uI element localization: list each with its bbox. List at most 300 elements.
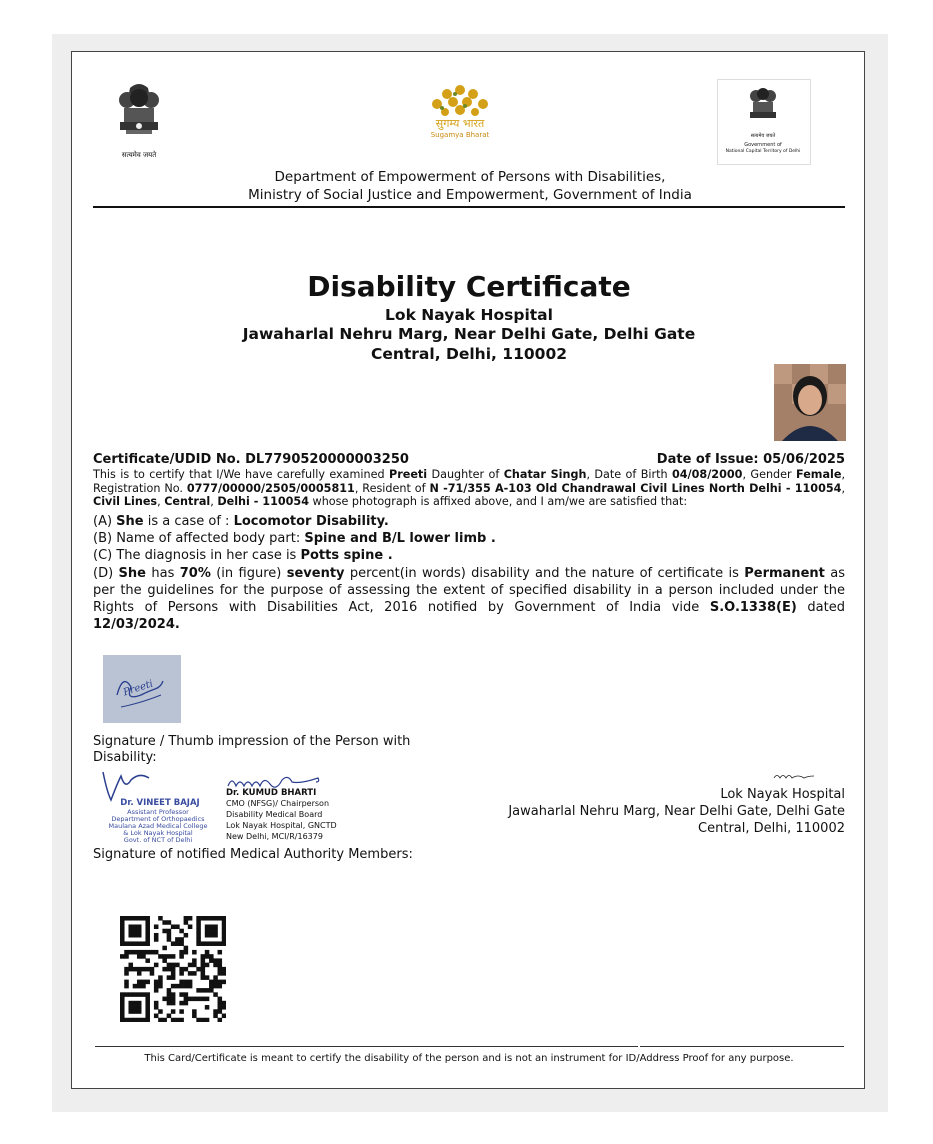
qr-module xyxy=(222,941,226,946)
qr-module xyxy=(222,1005,226,1010)
qr-module xyxy=(145,937,150,942)
qr-module xyxy=(171,1001,176,1006)
qr-module xyxy=(218,950,223,955)
qr-module xyxy=(133,1001,138,1006)
qr-module xyxy=(145,950,150,955)
qr-module xyxy=(201,997,206,1002)
qr-module xyxy=(137,916,142,921)
qr-module xyxy=(184,992,189,997)
qr-module xyxy=(213,975,218,980)
disability-percent: 70% xyxy=(179,566,211,581)
clause-a-text: is a case of : xyxy=(143,514,234,529)
qr-module xyxy=(218,1009,223,1014)
hospital-address-1: Jawaharlal Nehru Marg, Near Delhi Gate, Delhi Gate xyxy=(242,325,696,343)
qr-module xyxy=(213,980,218,985)
qr-module xyxy=(158,1009,163,1014)
qr-module xyxy=(120,1014,125,1019)
qr-module xyxy=(205,954,210,959)
qr-module xyxy=(218,997,223,1002)
qr-module xyxy=(175,941,180,946)
clause-d-dated: dated xyxy=(796,600,846,615)
qr-module xyxy=(184,933,189,938)
qr-module xyxy=(128,963,133,968)
body-text-4: , Gender xyxy=(742,468,797,481)
stamp1-line-5: Govt. of NCT of Delhi xyxy=(123,836,193,844)
qr-code[interactable] xyxy=(120,916,226,1022)
qr-module xyxy=(124,967,129,972)
notification-date: 12/03/2024. xyxy=(93,617,180,632)
qr-module xyxy=(162,997,167,1002)
applicant-photo xyxy=(774,364,846,441)
qr-module xyxy=(222,933,226,938)
qr-module xyxy=(209,954,214,959)
qr-module xyxy=(213,958,218,963)
qr-module xyxy=(124,980,129,985)
body-text-7: , xyxy=(841,481,845,495)
qr-module xyxy=(209,980,214,985)
delhi-logo-caption-2: National Capital Territory of Delhi xyxy=(725,149,801,154)
gender: Female xyxy=(796,468,842,481)
qr-module xyxy=(218,984,223,989)
qr-module xyxy=(201,988,206,993)
qr-module xyxy=(188,924,193,929)
qr-module xyxy=(222,967,226,972)
qr-module xyxy=(154,1005,159,1010)
notification-number: S.O.1338(E) xyxy=(709,600,797,615)
qr-module xyxy=(179,967,184,972)
qr-module xyxy=(179,1001,184,1006)
qr-module xyxy=(184,980,189,985)
qr-module xyxy=(133,967,138,972)
hospital-address-2: Central, Delhi, 110002 xyxy=(370,345,568,363)
clause-b xyxy=(93,530,845,547)
delhi-emblem-icon xyxy=(744,84,782,128)
qr-module xyxy=(213,924,218,929)
qr-module xyxy=(128,950,133,955)
qr-module xyxy=(128,916,133,921)
qr-module xyxy=(213,963,218,968)
qr-module xyxy=(205,916,210,921)
qr-module xyxy=(192,958,197,963)
qr-module xyxy=(162,958,167,963)
clause-d-has: has xyxy=(145,566,180,581)
udid-number: Certificate/UDID No. DL7790520000003250 xyxy=(93,452,409,467)
address-state-pin: Delhi - 110054 xyxy=(217,495,309,508)
qr-module xyxy=(133,950,138,955)
qr-module xyxy=(137,992,142,997)
qr-module xyxy=(128,941,133,946)
registration-number: 0777/00000/2505/0005811 xyxy=(186,481,355,495)
qr-module xyxy=(120,941,125,946)
qr-module xyxy=(167,1001,172,1006)
person-signature-text: Preeti xyxy=(122,678,155,699)
qr-module xyxy=(120,954,125,959)
qr-module xyxy=(120,1005,125,1010)
qr-module xyxy=(196,929,201,934)
clause-d-rest: as per the guidelines for the purpose of assessing the extent of specified disability in a person included under the Rights of Persons with Disabilities Act, 2016 notified by Government of India vide xyxy=(93,566,845,615)
qr-module xyxy=(205,1005,210,1010)
qr-module xyxy=(137,984,142,989)
qr-module xyxy=(196,941,201,946)
qr-module xyxy=(133,1005,138,1010)
address-locality: Civil Lines xyxy=(93,495,158,508)
doctor-designation-2: Disability Medical Board xyxy=(226,810,323,819)
stamp1-name: Dr. VINEET BAJAJ xyxy=(120,798,200,808)
qr-module xyxy=(184,967,189,972)
qr-module xyxy=(175,1018,180,1022)
qr-module xyxy=(209,916,214,921)
right-signature xyxy=(772,766,816,776)
body-text-3: , Date of Birth xyxy=(586,468,672,481)
qr-module xyxy=(150,971,155,976)
qr-module xyxy=(133,924,138,929)
delhi-logo-caption-1: Government of xyxy=(744,142,782,148)
doctor-name: Dr. KUMUD BHARTI xyxy=(226,788,317,798)
qr-module xyxy=(145,1009,150,1014)
qr-module xyxy=(222,924,226,929)
qr-module xyxy=(222,1001,226,1006)
qr-module xyxy=(145,1018,150,1022)
qr-module xyxy=(120,1009,125,1014)
qr-module xyxy=(145,997,150,1002)
qr-module xyxy=(145,1005,150,1010)
qr-module xyxy=(137,950,142,955)
qr-module xyxy=(205,950,210,955)
qr-module xyxy=(120,992,125,997)
qr-module xyxy=(133,1009,138,1014)
qr-module xyxy=(201,975,206,980)
qr-module xyxy=(171,997,176,1002)
clause-c-text: (C) The diagnosis in her case is xyxy=(93,548,301,563)
qr-module xyxy=(137,1001,142,1006)
qr-module xyxy=(192,997,197,1002)
qr-module xyxy=(213,929,218,934)
clause-c xyxy=(93,547,845,564)
qr-module xyxy=(184,946,189,951)
qr-module xyxy=(218,980,223,985)
qr-module xyxy=(158,954,163,959)
qr-module xyxy=(205,963,210,968)
person-signature-box xyxy=(103,655,181,723)
doctor-designation-4: New Delhi, MCI/R/16379 xyxy=(226,832,323,841)
qr-module xyxy=(209,988,214,993)
qr-module xyxy=(184,920,189,925)
qr-module xyxy=(137,1005,142,1010)
qr-module xyxy=(124,916,129,921)
qr-module xyxy=(154,950,159,955)
qr-module xyxy=(209,929,214,934)
qr-module xyxy=(196,988,201,993)
qr-module xyxy=(120,1018,125,1022)
qr-module xyxy=(179,950,184,955)
header-divider xyxy=(93,206,845,208)
qr-module xyxy=(196,937,201,942)
qr-module xyxy=(205,975,210,980)
qr-module xyxy=(196,967,201,972)
qr-module xyxy=(192,950,197,955)
qr-module xyxy=(154,980,159,985)
qr-module xyxy=(192,1009,197,1014)
qr-module xyxy=(188,997,193,1002)
qr-module xyxy=(179,984,184,989)
qr-module xyxy=(179,980,184,985)
qr-module xyxy=(120,929,125,934)
qr-module xyxy=(205,1018,210,1022)
qr-module xyxy=(179,954,184,959)
qr-module xyxy=(171,992,176,997)
qr-module xyxy=(162,954,167,959)
qr-module xyxy=(184,997,189,1002)
qr-module xyxy=(213,916,218,921)
qr-module xyxy=(124,992,129,997)
qr-module xyxy=(141,980,146,985)
qr-module xyxy=(201,967,206,972)
body-text-8: , xyxy=(157,495,165,508)
qr-module xyxy=(175,963,180,968)
qr-module xyxy=(137,941,142,946)
qr-module xyxy=(179,1009,184,1014)
qr-module xyxy=(120,937,125,942)
qr-module xyxy=(120,997,125,1002)
qr-module xyxy=(171,924,176,929)
qr-module xyxy=(128,1005,133,1010)
qr-module xyxy=(171,954,176,959)
qr-module xyxy=(137,929,142,934)
qr-module xyxy=(162,920,167,925)
qr-module xyxy=(201,916,206,921)
qr-module xyxy=(184,916,189,921)
body-text-5: , Registration No. xyxy=(93,468,845,495)
qr-module xyxy=(188,971,193,976)
qr-module xyxy=(124,1018,129,1022)
qr-module xyxy=(209,958,214,963)
qr-module xyxy=(128,1001,133,1006)
qr-module xyxy=(154,1014,159,1019)
qr-module xyxy=(213,992,218,997)
qr-module xyxy=(137,980,142,985)
qr-module xyxy=(141,950,146,955)
clause-a-pronoun: She xyxy=(116,514,144,529)
certification-paragraph xyxy=(93,468,845,509)
qr-module xyxy=(150,950,155,955)
qr-module xyxy=(188,980,193,985)
qr-module xyxy=(192,971,197,976)
qr-module xyxy=(124,941,129,946)
department-heading xyxy=(200,168,740,204)
qr-module xyxy=(175,924,180,929)
qr-module xyxy=(213,984,218,989)
qr-module xyxy=(179,1018,184,1022)
doctor-designation-3: Lok Nayak Hospital, GNCTD xyxy=(226,821,337,830)
qr-module xyxy=(158,980,163,985)
person-signature-label: Signature / Thumb impression of the Person with Disability: xyxy=(93,734,411,765)
qr-module xyxy=(154,937,159,942)
father-name: Chatar Singh xyxy=(503,468,587,481)
body-text-6: , Resident of xyxy=(354,481,430,495)
body-text-1: This is to certify that I/We have carefully examined xyxy=(93,468,390,481)
qr-module xyxy=(133,941,138,946)
qr-module xyxy=(154,963,159,968)
qr-module xyxy=(213,1014,218,1019)
person-name: Preeti xyxy=(389,468,428,481)
qr-module xyxy=(175,937,180,942)
qr-module xyxy=(141,967,146,972)
stamp1-line-1: Assistant Professor xyxy=(127,808,189,816)
qr-module xyxy=(158,984,163,989)
qr-module xyxy=(137,967,142,972)
qr-module xyxy=(128,992,133,997)
qr-module xyxy=(188,984,193,989)
qr-module xyxy=(171,984,176,989)
qr-module xyxy=(184,1001,189,1006)
qr-module xyxy=(188,963,193,968)
qr-module xyxy=(213,1009,218,1014)
qr-module xyxy=(137,971,142,976)
qr-module xyxy=(201,971,206,976)
logo-english-text: Sugamya Bharat xyxy=(430,131,490,139)
clause-d-figure: (in figure) xyxy=(210,566,287,581)
qr-module xyxy=(171,1009,176,1014)
qr-module xyxy=(171,971,176,976)
qr-module xyxy=(158,1018,163,1022)
qr-module xyxy=(141,941,146,946)
clause-d-prefix: (D) xyxy=(93,566,119,581)
qr-module xyxy=(167,929,172,934)
address-district: Central xyxy=(164,495,211,508)
dept-line-2: Ministry of Social Justice and Empowerment, Government of India xyxy=(248,187,692,203)
stamp1-line-3: Maulana Azad Medical College xyxy=(108,822,208,830)
qr-module xyxy=(162,946,167,951)
clause-b-text: (B) Name of affected body part: xyxy=(93,531,305,546)
qr-module xyxy=(154,924,159,929)
qr-module xyxy=(133,992,138,997)
qr-module xyxy=(120,916,125,921)
qr-module xyxy=(145,1014,150,1019)
qr-module xyxy=(124,950,129,955)
qr-module xyxy=(167,988,172,993)
qr-module xyxy=(213,941,218,946)
qr-module xyxy=(137,954,142,959)
qr-module xyxy=(192,1014,197,1019)
qr-module xyxy=(128,1018,133,1022)
qr-module xyxy=(175,984,180,989)
qr-module xyxy=(120,920,125,925)
qr-module xyxy=(133,916,138,921)
qr-module xyxy=(120,1001,125,1006)
qr-module xyxy=(171,967,176,972)
qr-module xyxy=(171,941,176,946)
page-title: Disability Certificate xyxy=(307,270,631,303)
delhi-logo-hindi: सत्यमेव जयते xyxy=(750,133,776,139)
dept-line-1: Department of Empowerment of Persons with Disabilities, xyxy=(274,169,666,185)
qr-module xyxy=(145,929,150,934)
qr-module xyxy=(213,933,218,938)
clause-d-mid: percent(in words) disability and the nature of certificate is xyxy=(344,566,745,581)
qr-module xyxy=(196,916,201,921)
qr-module xyxy=(184,984,189,989)
body-text-9: , xyxy=(210,495,218,508)
qr-module xyxy=(167,997,172,1002)
qr-module xyxy=(145,958,150,963)
qr-module xyxy=(133,1018,138,1022)
qr-module xyxy=(128,929,133,934)
issuing-hospital-address-2: Central, Delhi, 110002 xyxy=(698,821,845,836)
qr-module xyxy=(145,933,150,938)
qr-module xyxy=(145,967,150,972)
body-text-2: Daughter of xyxy=(427,468,504,481)
footer-disclaimer: This Card/Certificate is meant to certify the disability of the person and is not an instrument for ID/Address Proof for any purpose. xyxy=(144,1053,794,1064)
qr-module xyxy=(141,916,146,921)
qr-module xyxy=(222,920,226,925)
qr-module xyxy=(179,937,184,942)
qr-module xyxy=(201,963,206,968)
qr-module xyxy=(154,933,159,938)
qr-module xyxy=(124,971,129,976)
qr-module xyxy=(167,954,172,959)
qr-module xyxy=(222,980,226,985)
qr-module xyxy=(205,929,210,934)
qr-module xyxy=(209,933,214,938)
national-emblem-icon xyxy=(110,82,168,148)
qr-module xyxy=(167,967,172,972)
qr-module xyxy=(162,967,167,972)
qr-module xyxy=(137,933,142,938)
qr-module xyxy=(222,971,226,976)
qr-module xyxy=(154,1001,159,1006)
qr-module xyxy=(196,933,201,938)
date-of-issue: Date of Issue: 05/06/2025 xyxy=(656,452,845,467)
qr-module xyxy=(128,1009,133,1014)
qr-module xyxy=(209,924,214,929)
body-text-10: whose photograph is affixed above, and I am/we are satisfied that: xyxy=(309,495,688,508)
qr-module xyxy=(128,933,133,938)
qr-module xyxy=(196,997,201,1002)
qr-module xyxy=(201,958,206,963)
qr-module xyxy=(201,954,206,959)
qr-module xyxy=(120,933,125,938)
qr-module xyxy=(196,920,201,925)
qr-module xyxy=(133,984,138,989)
qr-module xyxy=(196,1018,201,1022)
qr-module xyxy=(205,941,210,946)
qr-module xyxy=(201,1018,206,1022)
qr-module xyxy=(137,1018,142,1022)
qr-module xyxy=(222,929,226,934)
disability-type: Locomotor Disability. xyxy=(233,514,389,529)
certificate-nature: Permanent xyxy=(744,566,825,581)
qr-module xyxy=(141,992,146,997)
qr-module xyxy=(167,920,172,925)
qr-module xyxy=(141,954,146,959)
qr-module xyxy=(133,933,138,938)
qr-module xyxy=(167,933,172,938)
clause-a xyxy=(93,513,845,530)
qr-module xyxy=(145,920,150,925)
qr-module xyxy=(141,1018,146,1022)
qr-module xyxy=(188,916,193,921)
logo-hindi-text: सुगम्य भारत xyxy=(435,117,485,130)
footer-rule-right xyxy=(640,1046,844,1047)
doctor-designation-1: CMO (NFSG)/ Chairperson xyxy=(226,799,330,808)
qr-module xyxy=(218,967,223,972)
qr-module xyxy=(218,1001,223,1006)
qr-module xyxy=(205,988,210,993)
affected-body-part: Spine and B/L lower limb . xyxy=(304,531,496,546)
disability-percent-words: seventy xyxy=(286,566,345,581)
qr-module xyxy=(145,1001,150,1006)
diagnosis: Potts spine . xyxy=(300,548,393,563)
footer-rule-left xyxy=(95,1046,638,1047)
